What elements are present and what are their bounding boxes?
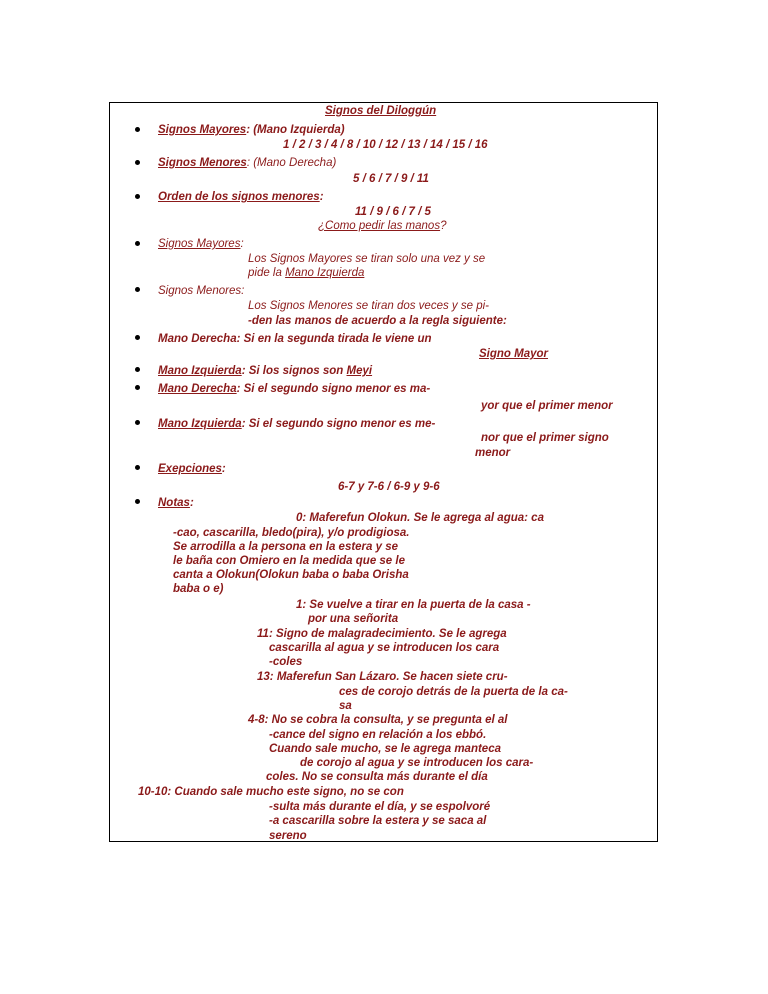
note-line: -sulta más durante el día, y se espolvoré xyxy=(269,801,491,813)
note-line: le baña con Omiero en la medida que se le xyxy=(173,555,405,567)
pedir-manos-question: ¿Como pedir las manos? xyxy=(318,220,447,232)
bullet-icon xyxy=(135,367,140,372)
bullet-icon xyxy=(135,465,140,470)
note-line: 1: Se vuelve a tirar en la puerta de la casa - xyxy=(296,599,531,611)
bullet-icon xyxy=(135,420,140,425)
bullet-icon xyxy=(135,127,140,132)
signos-mayores-rule-line1: Los Signos Mayores se tiran solo una vez y se xyxy=(248,253,486,265)
mano-derecha-rule-2-cont: yor que el primer menor xyxy=(481,400,613,412)
signos-menores-rule-line2: -den las manos de acuerdo a la regla siguiente: xyxy=(248,315,507,327)
mano-izquierda-rule-2: Mano Izquierda: Si el segundo signo menor es me- xyxy=(158,418,436,430)
note-line: -cao, cascarilla, bledo(pira), y/o prodigiosa. xyxy=(173,527,410,539)
note-line: Cuando sale mucho, se le agrega manteca xyxy=(269,743,501,755)
bullet-icon xyxy=(135,287,140,292)
bullet-icon xyxy=(135,335,140,340)
bullet-icon xyxy=(135,194,140,199)
signos-mayores-numbers: 1 / 2 / 3 / 4 / 8 / 10 / 12 / 13 / 14 / 15 / 16 xyxy=(283,139,488,151)
exepciones-values: 6-7 y 7-6 / 6-9 y 9-6 xyxy=(338,481,440,493)
note-line: canta a Olokun(Olokun baba o baba Orisha xyxy=(173,569,409,581)
mano-derecha-rule-2: Mano Derecha: Si el segundo signo menor es ma- xyxy=(158,383,431,395)
note-line: 0: Maferefun Olokun. Se le agrega al agua: ca xyxy=(296,512,544,524)
note-line: 4-8: No se cobra la consulta, y se pregunta el al xyxy=(248,714,508,726)
signos-menores-heading: Signos Menores: (Mano Derecha) xyxy=(158,157,337,169)
note-line: 10-10: Cuando sale mucho este signo, no se con xyxy=(138,786,404,798)
notas-heading: Notas: xyxy=(158,497,194,509)
note-line: coles. No se consulta más durante el día xyxy=(266,771,488,783)
orden-numbers: 11 / 9 / 6 / 7 / 5 xyxy=(355,206,431,218)
mano-izquierda-rule-2-cont1: nor que el primer signo xyxy=(481,432,609,444)
signos-menores-numbers: 5 / 6 / 7 / 9 / 11 xyxy=(353,173,429,185)
orden-heading: Orden de los signos menores: xyxy=(158,191,324,203)
note-line: sa xyxy=(339,700,352,712)
signos-mayores-rule-line2: pide la Mano Izquierda xyxy=(248,267,365,279)
bullet-icon xyxy=(135,160,140,165)
mano-izquierda-rule-1: Mano Izquierda: Si los signos son Meyi xyxy=(158,365,373,377)
mano-derecha-rule-1-cont: Signo Mayor xyxy=(479,348,549,360)
note-line: cascarilla al agua y se introducen los cara xyxy=(269,642,500,654)
note-line: 13: Maferefun San Lázaro. Se hacen siete cru- xyxy=(257,671,508,683)
signos-menores-rule-line1: Los Signos Menores se tiran dos veces y se pi- xyxy=(248,300,489,312)
note-line: 11: Signo de malagradecimiento. Se le agrega xyxy=(257,628,507,640)
mano-izquierda-rule-2-cont2: menor xyxy=(475,447,511,459)
signos-mayores-rule-heading: Signos Mayores: xyxy=(158,238,244,250)
signos-mayores-heading: Signos Mayores: (Mano Izquierda) xyxy=(158,124,345,136)
note-line: -coles xyxy=(269,656,303,668)
bullet-icon xyxy=(135,385,140,390)
note-line: Se arrodilla a la persona en la estera y se xyxy=(173,541,399,553)
note-line: por una señorita xyxy=(308,613,399,625)
bullet-icon xyxy=(135,241,140,246)
note-line: -cance del signo en relación a los ebbó. xyxy=(269,729,487,741)
mano-derecha-rule-1: Mano Derecha: Si en la segunda tirada le viene un xyxy=(158,333,432,345)
exepciones-heading: Exepciones: xyxy=(158,463,226,475)
note-line: sereno xyxy=(269,830,307,842)
note-line: de corojo al agua y se introducen los cara- xyxy=(300,757,534,769)
note-line: ces de corojo detrás de la puerta de la ca- xyxy=(339,686,568,698)
bullet-icon xyxy=(135,499,140,504)
note-line: baba o e) xyxy=(173,583,224,595)
note-line: -a cascarilla sobre la estera y se saca al xyxy=(269,815,487,827)
document-title: Signos del Diloggún xyxy=(325,105,437,117)
signos-menores-rule-heading: Signos Menores: xyxy=(158,285,245,297)
